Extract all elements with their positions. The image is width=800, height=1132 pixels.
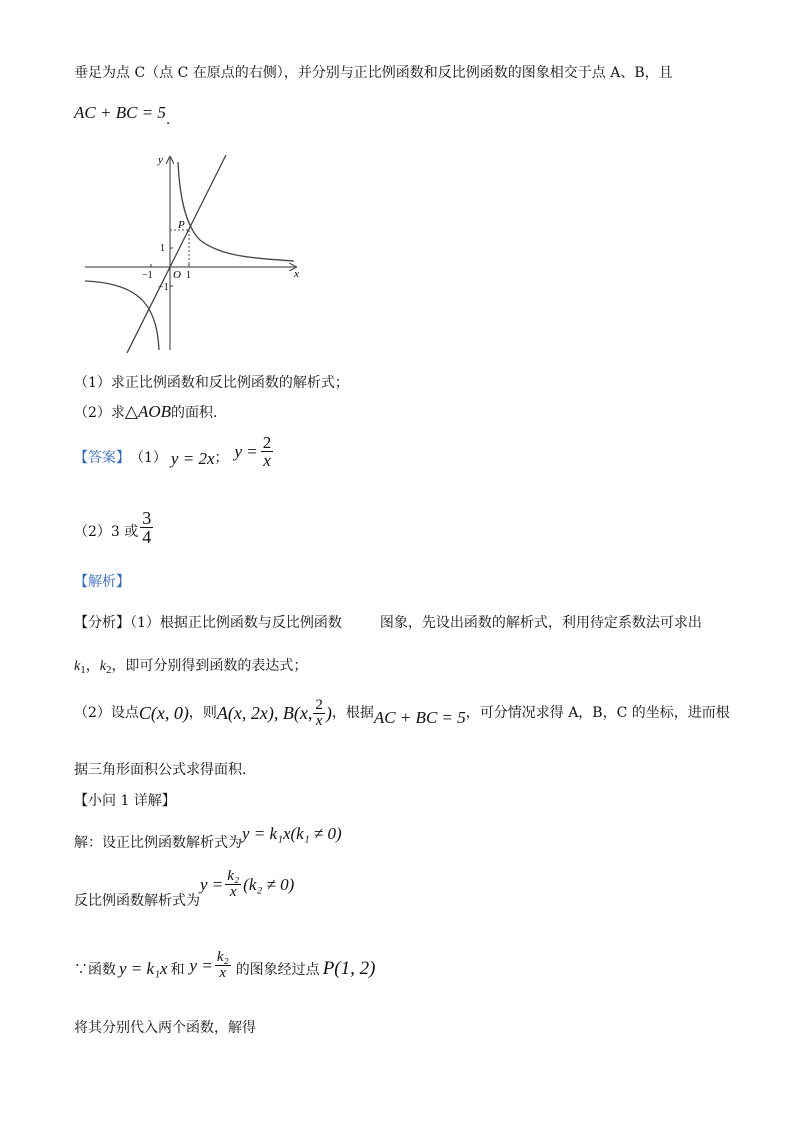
- sol2-den: x: [225, 884, 241, 900]
- tick-x-1: 1: [186, 270, 191, 281]
- solution-line-4: 将其分别代入两个函数，解得: [74, 1020, 256, 1036]
- analysis-line-3: 据三角形面积公式求得面积.: [74, 762, 247, 778]
- analysis-k-line: [74, 659, 307, 676]
- analysis-line-2: [74, 690, 730, 736]
- solution-3-fraction: [215, 950, 231, 981]
- question-2-suffix: 的面积.: [171, 405, 218, 421]
- point-b-prefix: , B(x,: [273, 703, 313, 723]
- point-a: A(x, 2x): [216, 703, 274, 723]
- y-axis-label: y: [158, 154, 163, 166]
- solution-3-text2: 的图象经过点: [235, 962, 320, 978]
- solution-3-and: 和: [170, 962, 185, 978]
- condition-expression: AC + BC = 5: [74, 103, 166, 122]
- hyperbola-branch-negative: [85, 281, 159, 350]
- answer-inverse-fraction: [261, 434, 274, 469]
- solution-line-1: [74, 820, 342, 850]
- sol2-num: k₂: [227, 868, 240, 884]
- point-p-label: P: [178, 219, 185, 231]
- analysis-2-end: ，可分情况求得 A，B，C 的坐标，进而根: [465, 705, 730, 721]
- solution-2-fraction: [225, 869, 241, 900]
- b-frac-den: x: [313, 713, 325, 729]
- analysis-k-text: ，即可分别得到函数的表达式；: [111, 658, 308, 674]
- answer-fraction-3-4: [140, 509, 153, 546]
- x-axis-label: x: [294, 268, 299, 280]
- k-comma: ，: [85, 658, 100, 674]
- answer-line-2: [74, 500, 153, 546]
- condition-line: [74, 104, 170, 127]
- solution-2-cond: (k₂ ≠ 0): [243, 875, 295, 894]
- question-1: （1）求正比例函数和反比例函数的解析式；: [74, 375, 349, 391]
- tick-y-neg1: −1: [158, 282, 169, 293]
- solution-1-expr: y = k₁x(k₁ ≠ 0): [242, 824, 342, 843]
- question-2-prefix: （2）求: [74, 405, 125, 421]
- point-b-fraction: [313, 698, 325, 729]
- function-graph: [80, 150, 310, 355]
- line-y-2x: [127, 155, 226, 353]
- triangle-aob: △AOB: [124, 402, 172, 421]
- analysis-2-mid: ，则: [188, 705, 217, 721]
- solution-1-text: 解：设正比例函数解析式为: [74, 835, 242, 851]
- b-frac-num: 2: [315, 696, 323, 713]
- answer2-den: 4: [142, 527, 152, 547]
- question-2: [74, 403, 218, 420]
- point-b-close: ): [325, 703, 332, 723]
- k2-symbol: $k_2$: [99, 659, 112, 676]
- analysis-tag: 【分析】: [74, 615, 130, 631]
- analysis-text-1: （1）根据正比例函数与反比例函数: [130, 615, 342, 631]
- point-p: P(1, 2): [322, 958, 376, 979]
- hyperbola-branch-positive: [178, 162, 294, 261]
- answer-separator: ；: [214, 450, 229, 466]
- analysis-line-1: [74, 616, 702, 630]
- analysis-condition: AC + BC = 5: [373, 707, 466, 727]
- problem-text-line-1: 垂足为点 C（点 C 在原点的右侧），并分别与正比例函数和反比例函数的图象相交于点 A、B，且: [74, 65, 673, 81]
- answer-part-1: （1）: [130, 450, 167, 466]
- solution-line-3: [74, 935, 375, 981]
- point-c: C(x, 0): [138, 703, 189, 723]
- solution-line-2: [74, 866, 294, 910]
- sol3-num: k₂: [216, 949, 229, 965]
- solution-2-y: y =: [200, 875, 224, 894]
- since-function: ∵函数: [74, 962, 116, 978]
- answer-y-equals: y =: [234, 441, 258, 461]
- origin-label: O: [173, 269, 181, 281]
- solution-3-y: y =: [189, 956, 213, 975]
- answer-line-1: [74, 432, 273, 478]
- subquestion-heading: 【小问 1 详解】: [74, 793, 176, 809]
- condition-period: .: [165, 112, 171, 128]
- analysis-2-after: ，根据: [331, 705, 374, 721]
- answer-part-2: （2）3 或: [74, 524, 139, 540]
- solution-3-linear: y = k₁x: [119, 959, 168, 978]
- analysis-text-1b: 图象，先设出函数的解析式，利用待定系数法可求出: [379, 615, 702, 631]
- answer-fraction-num: 2: [262, 432, 272, 452]
- tick-y-1: 1: [160, 243, 165, 254]
- k1-symbol: $k_1$: [74, 659, 86, 676]
- analysis-heading: 【解析】: [74, 574, 130, 590]
- answer-linear: y = 2x: [170, 448, 215, 468]
- sol3-den: x: [215, 965, 231, 981]
- solution-2-text: 反比例函数解析式为: [74, 893, 200, 909]
- tick-x-neg1: −1: [142, 270, 153, 281]
- analysis-2-prefix: （2）设点: [74, 705, 139, 721]
- answer-fraction-den: x: [261, 451, 274, 469]
- answer-tag: 【答案】: [74, 450, 130, 466]
- answer2-num: 3: [142, 508, 152, 528]
